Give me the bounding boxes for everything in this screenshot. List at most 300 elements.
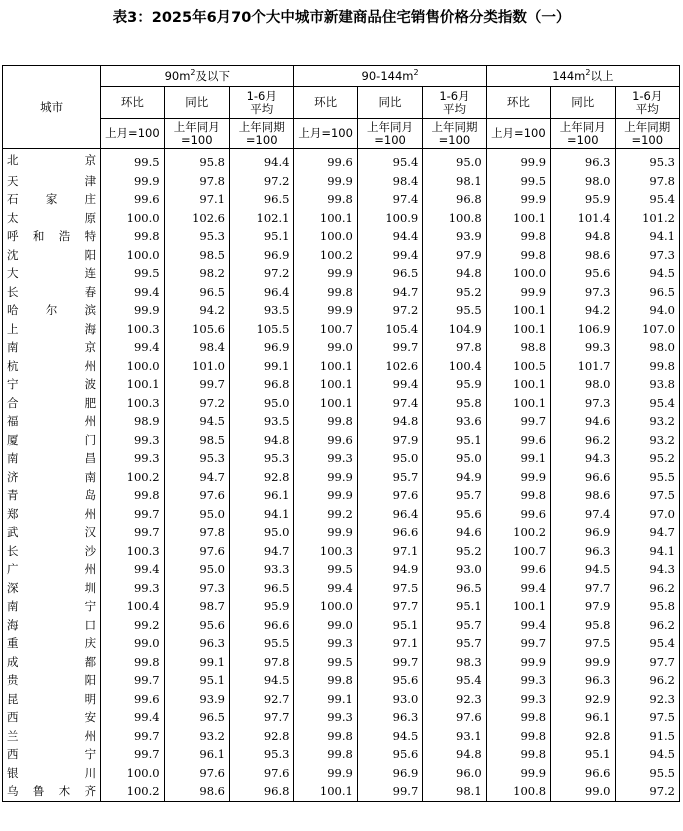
index-value: 105.4 [357,320,422,339]
index-value: 95.2 [423,542,486,561]
index-value: 95.8 [164,149,229,172]
index-value: 97.3 [551,394,615,413]
index-value: 99.7 [101,727,164,746]
ytd-avg-header: 1-6月 平均 [230,87,294,119]
table-row [3,320,680,339]
index-value: 98.5 [164,246,229,265]
index-value: 98.9 [101,412,164,431]
index-value: 100.0 [101,764,164,783]
index-value: 97.4 [357,394,422,413]
index-value: 95.4 [615,394,680,413]
table-row [3,412,680,431]
index-value: 99.0 [294,338,357,357]
index-value: 99.3 [101,431,164,450]
index-value: 96.0 [423,764,486,783]
index-value: 94.4 [357,227,422,246]
index-value: 96.5 [615,283,680,302]
index-value: 92.8 [230,727,294,746]
index-value: 98.5 [164,431,229,450]
index-value: 96.5 [164,283,229,302]
index-value: 97.9 [423,246,486,265]
index-value: 96.9 [230,246,294,265]
index-value: 99.9 [294,264,357,283]
index-value: 94.3 [551,449,615,468]
table-title: 表3：2025年6月70个大中城市新建商品住宅销售价格分类指数（一） [112,10,571,26]
index-value: 100.8 [486,782,550,801]
index-value: 95.5 [615,468,680,487]
base-same-period: 上年同期 =100 [615,119,680,149]
index-value: 100.0 [294,597,357,616]
index-value: 99.4 [357,246,422,265]
table-row [3,246,680,265]
index-value: 99.8 [294,412,357,431]
index-value: 93.1 [423,727,486,746]
index-value: 99.7 [101,745,164,764]
index-value: 95.1 [423,431,486,450]
index-value: 99.6 [294,149,357,172]
index-value: 99.7 [101,505,164,524]
index-value: 93.2 [615,412,680,431]
index-value: 99.7 [357,653,422,672]
city-name: 昆明 [3,690,101,709]
index-value: 94.2 [551,301,615,320]
index-value: 101.0 [164,357,229,376]
index-value: 96.1 [230,486,294,505]
city-name: 南昌 [3,449,101,468]
index-value: 95.1 [357,616,422,635]
table-row [3,394,680,413]
index-value: 95.1 [551,745,615,764]
index-value: 92.8 [230,468,294,487]
index-value: 100.1 [294,394,357,413]
city-name: 长沙 [3,542,101,561]
index-value: 99.3 [101,579,164,598]
index-value: 99.4 [486,616,550,635]
table-row [3,671,680,690]
index-value: 95.5 [423,301,486,320]
index-value: 91.5 [615,727,680,746]
index-value: 93.0 [423,560,486,579]
city-name: 南宁 [3,597,101,616]
index-value: 94.0 [615,301,680,320]
index-value: 95.5 [230,634,294,653]
index-value: 92.8 [551,727,615,746]
index-value: 99.7 [357,338,422,357]
index-value: 100.1 [294,357,357,376]
mom-header: 环比 [486,87,550,119]
index-value: 95.7 [423,616,486,635]
index-value: 95.2 [615,449,680,468]
index-value: 97.7 [551,579,615,598]
index-value: 96.5 [164,708,229,727]
index-value: 97.6 [423,708,486,727]
ytd-avg-header: 1-6月 平均 [423,87,486,119]
index-value: 97.6 [164,542,229,561]
ytd-avg-header: 1-6月 平均 [615,87,680,119]
index-value: 99.4 [101,338,164,357]
index-value: 100.3 [101,394,164,413]
index-value: 95.6 [357,745,422,764]
index-value: 100.1 [101,375,164,394]
table-row [3,653,680,672]
yoy-header: 同比 [164,87,229,119]
index-value: 96.1 [551,708,615,727]
index-value: 99.9 [294,486,357,505]
index-value: 105.5 [230,320,294,339]
index-value: 100.7 [486,542,550,561]
index-value: 97.1 [357,542,422,561]
index-value: 98.0 [615,338,680,357]
index-value: 96.9 [551,523,615,542]
index-value: 93.3 [230,560,294,579]
base-same-month: 上年同月 =100 [551,119,615,149]
index-value: 96.6 [551,764,615,783]
index-value: 95.4 [357,149,422,172]
index-value: 94.9 [423,468,486,487]
index-value: 99.9 [294,764,357,783]
index-value: 95.0 [423,149,486,172]
index-value: 99.6 [486,560,550,579]
table-row [3,542,680,561]
index-value: 94.7 [164,468,229,487]
index-value: 92.9 [551,690,615,709]
index-value: 96.3 [551,149,615,172]
table-row [3,745,680,764]
index-value: 94.8 [357,412,422,431]
group-header-under-90: $90m^2$及以下 [101,66,294,87]
index-value: 98.2 [164,264,229,283]
index-value: 99.8 [294,727,357,746]
index-value: 100.3 [294,542,357,561]
index-value: 98.0 [551,172,615,191]
index-value: 99.5 [101,264,164,283]
index-value: 97.1 [357,634,422,653]
index-value: 94.8 [423,264,486,283]
mom-header: 环比 [294,87,357,119]
index-value: 95.0 [230,523,294,542]
index-value: 96.1 [164,745,229,764]
index-value: 100.3 [101,320,164,339]
city-name: 石家庄 [3,190,101,209]
index-value: 97.0 [615,505,680,524]
index-value: 99.9 [551,653,615,672]
index-value: 95.6 [551,264,615,283]
index-value: 97.7 [615,653,680,672]
index-value: 99.8 [101,486,164,505]
yoy-header: 同比 [357,87,422,119]
index-value: 95.7 [357,468,422,487]
index-value: 97.5 [551,634,615,653]
city-name: 西安 [3,708,101,727]
index-value: 106.9 [551,320,615,339]
city-name: 哈尔滨 [3,301,101,320]
city-column-header: 城市 [3,66,101,149]
index-value: 98.1 [423,782,486,801]
index-value: 99.0 [101,634,164,653]
index-value: 97.6 [230,764,294,783]
index-value: 98.6 [551,486,615,505]
index-value: 96.2 [615,671,680,690]
table-row [3,190,680,209]
index-value: 100.2 [101,468,164,487]
index-value: 98.3 [423,653,486,672]
index-value: 100.1 [486,597,550,616]
index-value: 99.9 [486,190,550,209]
index-value: 99.9 [294,301,357,320]
index-value: 95.0 [164,560,229,579]
index-value: 96.2 [615,579,680,598]
index-value: 93.5 [230,412,294,431]
index-value: 99.9 [486,283,550,302]
index-value: 97.1 [164,190,229,209]
table-row [3,764,680,783]
base-last-month: 上月=100 [486,119,550,149]
index-value: 93.9 [423,227,486,246]
index-value: 93.6 [423,412,486,431]
index-value: 96.8 [230,375,294,394]
index-value: 104.9 [423,320,486,339]
index-value: 99.9 [294,172,357,191]
yoy-header: 同比 [551,87,615,119]
index-value: 95.4 [423,671,486,690]
index-value: 95.2 [423,283,486,302]
index-value: 97.2 [164,394,229,413]
index-value: 99.0 [294,616,357,635]
base-same-period: 上年同期 =100 [423,119,486,149]
index-value: 94.7 [357,283,422,302]
index-value: 98.1 [423,172,486,191]
index-value: 93.0 [357,690,422,709]
index-value: 99.4 [357,375,422,394]
index-value: 95.0 [230,394,294,413]
index-value: 99.6 [486,505,550,524]
index-value: 99.9 [294,468,357,487]
price-index-table [2,65,680,802]
index-value: 100.0 [486,264,550,283]
index-value: 95.7 [423,634,486,653]
city-name: 北京 [3,149,101,172]
index-value: 94.6 [551,412,615,431]
index-value: 94.1 [615,542,680,561]
index-value: 99.4 [101,560,164,579]
index-value: 96.3 [357,708,422,727]
index-value: 97.6 [164,764,229,783]
index-value: 99.8 [486,727,550,746]
index-value: 99.9 [486,764,550,783]
index-value: 95.1 [423,597,486,616]
city-name: 南京 [3,338,101,357]
city-name: 兰州 [3,727,101,746]
table-row [3,338,680,357]
index-value: 95.1 [164,671,229,690]
city-name: 青岛 [3,486,101,505]
index-value: 97.2 [615,782,680,801]
index-value: 93.2 [164,727,229,746]
index-value: 99.8 [294,283,357,302]
table-row [3,782,680,801]
index-value: 95.4 [615,190,680,209]
index-value: 96.5 [357,264,422,283]
table-row [3,227,680,246]
index-value: 99.8 [101,227,164,246]
index-value: 99.1 [164,653,229,672]
index-value: 100.0 [101,209,164,228]
index-value: 100.0 [294,227,357,246]
index-value: 99.7 [164,375,229,394]
city-name: 济南 [3,468,101,487]
index-value: 99.5 [294,560,357,579]
index-value: 98.4 [357,172,422,191]
index-value: 96.2 [615,616,680,635]
index-value: 99.4 [101,283,164,302]
table-row [3,616,680,635]
index-value: 98.8 [486,338,550,357]
index-value: 96.3 [551,542,615,561]
index-value: 102.6 [357,357,422,376]
table-row [3,690,680,709]
index-value: 99.9 [294,523,357,542]
index-value: 97.6 [164,486,229,505]
index-value: 100.1 [486,320,550,339]
index-value: 99.9 [486,468,550,487]
index-value: 100.4 [101,597,164,616]
index-value: 97.8 [615,172,680,191]
index-value: 99.5 [486,172,550,191]
index-value: 99.7 [101,523,164,542]
index-value: 99.7 [486,634,550,653]
city-name: 上海 [3,320,101,339]
index-value: 100.0 [101,357,164,376]
index-value: 99.7 [101,671,164,690]
base-same-month: 上年同月 =100 [357,119,422,149]
index-value: 100.8 [423,209,486,228]
index-value: 95.3 [164,227,229,246]
index-value: 94.5 [551,560,615,579]
index-value: 93.8 [615,375,680,394]
city-name: 成都 [3,653,101,672]
index-value: 99.0 [551,782,615,801]
index-value: 95.9 [230,597,294,616]
table-row [3,560,680,579]
index-value: 95.3 [230,449,294,468]
index-value: 97.5 [615,486,680,505]
city-name: 呼和浩特 [3,227,101,246]
mom-header: 环比 [101,87,164,119]
index-value: 94.8 [423,745,486,764]
index-value: 97.6 [357,486,422,505]
index-value: 100.4 [423,357,486,376]
index-value: 97.2 [230,264,294,283]
table-row [3,209,680,228]
table-row [3,264,680,283]
index-value: 99.7 [486,412,550,431]
index-value: 99.6 [486,431,550,450]
city-name: 沈阳 [3,246,101,265]
index-value: 94.8 [551,227,615,246]
index-value: 95.0 [164,505,229,524]
index-value: 97.3 [615,246,680,265]
index-value: 97.8 [423,338,486,357]
index-value: 102.6 [164,209,229,228]
index-value: 99.2 [101,616,164,635]
index-value: 99.9 [101,301,164,320]
index-value: 100.1 [486,375,550,394]
index-value: 99.1 [294,690,357,709]
table-row [3,579,680,598]
index-value: 95.4 [615,634,680,653]
index-value: 99.7 [357,782,422,801]
index-value: 100.5 [486,357,550,376]
index-value: 96.5 [230,579,294,598]
table-row [3,523,680,542]
table-row [3,634,680,653]
index-value: 97.8 [230,653,294,672]
index-value: 97.7 [230,708,294,727]
index-value: 96.4 [357,505,422,524]
city-name: 天津 [3,172,101,191]
index-value: 100.2 [294,246,357,265]
city-name: 西宁 [3,745,101,764]
index-value: 99.8 [486,227,550,246]
index-value: 98.6 [551,246,615,265]
index-value: 100.9 [357,209,422,228]
index-value: 98.7 [164,597,229,616]
index-value: 94.5 [357,727,422,746]
index-value: 92.3 [423,690,486,709]
index-value: 100.2 [486,523,550,542]
index-value: 98.0 [551,375,615,394]
index-value: 99.3 [486,690,550,709]
index-value: 100.1 [486,209,550,228]
index-value: 94.5 [615,745,680,764]
index-value: 97.4 [357,190,422,209]
base-last-month: 上月=100 [101,119,164,149]
index-value: 96.6 [230,616,294,635]
index-value: 107.0 [615,320,680,339]
index-value: 94.9 [357,560,422,579]
index-value: 96.2 [551,431,615,450]
index-value: 99.3 [294,449,357,468]
index-value: 94.1 [230,505,294,524]
index-value: 95.8 [551,616,615,635]
group-header-over-144: $144m^2$以上 [486,66,679,87]
index-value: 93.2 [615,431,680,450]
index-value: 94.5 [164,412,229,431]
index-value: 99.8 [101,653,164,672]
index-value: 99.3 [294,708,357,727]
index-value: 95.9 [423,375,486,394]
index-value: 101.2 [615,209,680,228]
city-name: 贵阳 [3,671,101,690]
index-value: 99.4 [486,579,550,598]
index-value: 100.1 [294,375,357,394]
index-value: 95.8 [423,394,486,413]
index-value: 99.8 [486,708,550,727]
index-value: 95.5 [615,764,680,783]
index-value: 100.0 [101,246,164,265]
index-value: 96.4 [230,283,294,302]
city-name: 大连 [3,264,101,283]
index-value: 100.1 [294,782,357,801]
index-value: 102.1 [230,209,294,228]
table-row [3,283,680,302]
index-value: 99.8 [294,190,357,209]
index-value: 97.8 [164,172,229,191]
index-value: 99.3 [294,634,357,653]
index-value: 99.1 [230,357,294,376]
group-header-90-144: $90-144m^2$ [294,66,486,87]
index-value: 100.2 [101,782,164,801]
